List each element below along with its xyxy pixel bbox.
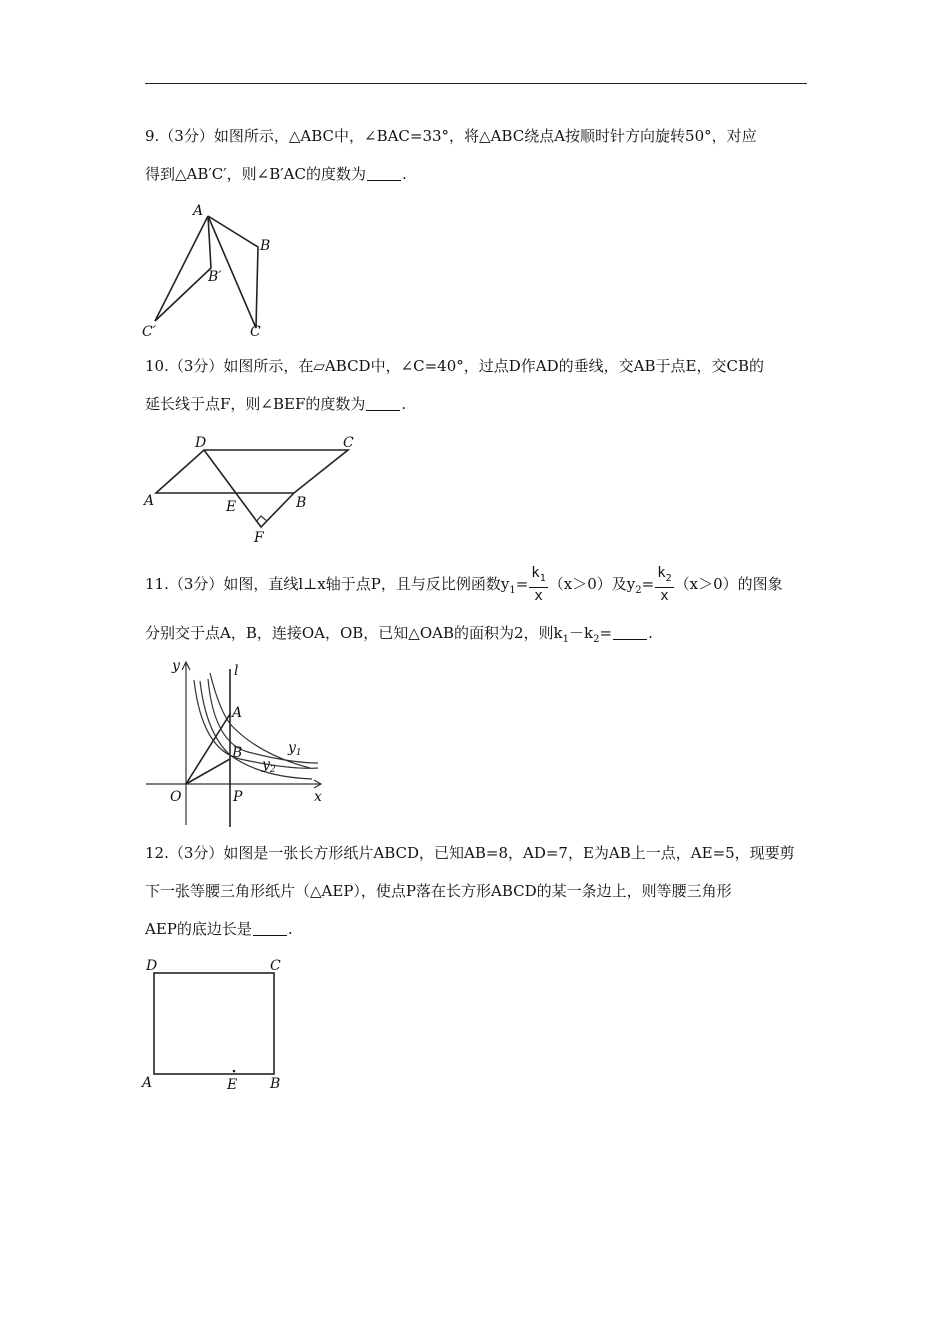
label-P: P: [233, 789, 243, 805]
question-11: [145, 562, 809, 660]
fraction-k1-over-x: $\frac{k_1}{x}$: [531, 565, 546, 604]
question-9: [145, 117, 809, 193]
label-O: O: [170, 789, 182, 805]
label-C: C: [343, 435, 354, 451]
figure-9: [140, 200, 280, 340]
answer-blank[interactable]: [366, 395, 400, 411]
label-y-axis: y: [172, 658, 180, 674]
label-y1: $y_1$: [288, 740, 302, 758]
label-C: C: [250, 324, 261, 340]
q12-line2: 下一张等腰三角形纸片（△AEP），使点P落在长方形ABCD的某一条边上，则等腰三角形: [145, 882, 732, 900]
q12-line1: 12.（3分）如图是一张长方形纸片ABCD，已知AB=8，AD=7，E为AB上一点，AE=5，现要剪: [145, 844, 795, 862]
label-B: B: [296, 495, 307, 511]
answer-blank[interactable]: [367, 165, 401, 181]
question-10: [145, 347, 809, 423]
fraction-k2-over-x: $\frac{k_2}{x}$: [657, 565, 672, 604]
q11-line1: 11.（3分）如图，直线l⊥x轴于点P，且与反比例函数$y_1=$ $\frac{k_1}{x}$ （x＞0）及$y_2=$ $\frac{k_2}{x}$ （x＞0）的图象: [145, 565, 783, 604]
label-E: E: [227, 1077, 238, 1093]
q9-line2: 得到△AB′C′，则∠B′AC的度数为 .: [145, 165, 407, 183]
label-B: B: [260, 238, 271, 254]
label-A: A: [232, 705, 243, 721]
label-B-prime: B′: [208, 269, 222, 285]
q10-line1: 10.（3分）如图所示，在▱ABCD中，∠C=40°，过点D作AD的垂线，交AB于点E，交CB的: [145, 357, 764, 375]
figure-10: [140, 430, 370, 545]
figure-12: [140, 955, 300, 1095]
figure-11: [140, 655, 340, 835]
label-B: B: [270, 1076, 281, 1092]
label-C: C: [270, 958, 281, 974]
label-l: l: [234, 663, 239, 679]
question-12: [145, 834, 809, 948]
label-A: A: [142, 1075, 153, 1091]
q9-line1: 9.（3分）如图所示，△ABC中，∠BAC=33°，将△ABC绕点A按顺时针方向旋转50°，对应: [145, 127, 757, 145]
q11-line2: 分别交于点A，B，连接OA，OB，已知△OAB的面积为2，则$k_1-k_2=$ .: [145, 624, 653, 645]
answer-blank[interactable]: [253, 920, 287, 936]
label-C-prime: C′: [142, 324, 156, 340]
answer-blank[interactable]: [613, 624, 647, 640]
label-A: A: [193, 203, 204, 219]
label-B: B: [232, 745, 243, 761]
label-A: A: [144, 493, 155, 509]
header-rule: [145, 83, 807, 84]
label-y2: $y_2$: [262, 757, 276, 775]
label-D: D: [146, 958, 158, 974]
label-x-axis: x: [314, 789, 322, 805]
label-F: F: [254, 530, 264, 546]
q10-line2: 延长线于点F，则∠BEF的度数为 .: [145, 395, 407, 413]
label-D: D: [195, 435, 207, 451]
label-E: E: [226, 499, 237, 515]
q12-line3: AEP的底边长是 .: [145, 920, 293, 938]
